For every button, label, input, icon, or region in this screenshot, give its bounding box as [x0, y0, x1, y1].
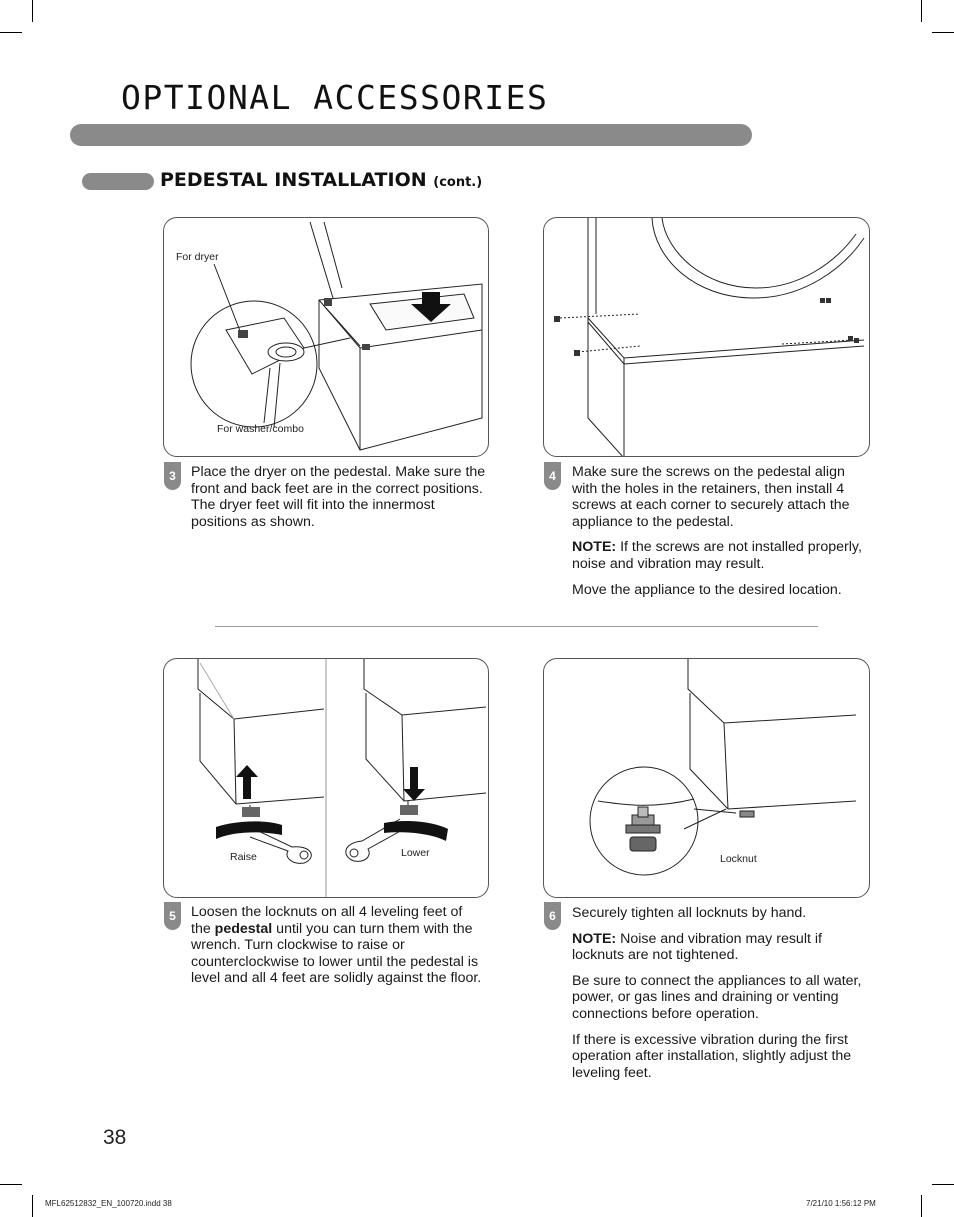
crop-mark	[932, 1184, 954, 1185]
leveling-feet-drawing	[164, 659, 489, 898]
step4-note	[572, 539, 872, 572]
section-divider	[215, 626, 818, 627]
footer-timestamp: 7/21/10 1:56:12 PM	[806, 1199, 876, 1208]
step4-note-text: If the screws are not installed properly, noise and vibration may result.	[572, 539, 862, 572]
step5-instruction	[191, 904, 483, 987]
crop-mark	[921, 1195, 922, 1217]
step4-text	[572, 464, 872, 607]
step3-text	[191, 464, 491, 539]
step5-badge: 5	[164, 902, 181, 930]
step5-text-bold: pedestal	[214, 920, 273, 937]
crop-mark	[0, 32, 22, 33]
step6-note-label: NOTE:	[572, 930, 617, 947]
step6-note-text: Noise and vibration may result if locknuts are not tightened.	[572, 930, 822, 964]
section-title-main: PEDESTAL INSTALLATION	[160, 169, 427, 191]
callout-for-washer: For washer/combo	[217, 423, 304, 435]
step4-badge: 4	[544, 462, 561, 490]
step3-instruction: Place the dryer on the pedestal. Make sure the front and back feet are in the correct positions. The dryer feet will fit into the innermost positions as shown.	[191, 464, 486, 530]
section-subtitle: (cont.)	[433, 175, 483, 190]
step4-illustration	[543, 217, 870, 457]
step5-text	[191, 904, 483, 996]
step5-text-after: until you can turn them with the wrench. Turn clockwise to raise or counterclockwise to lower until the pedestal is level and all 4 feet are solidly against the floor.	[191, 920, 482, 987]
callout-lower: Lower	[401, 847, 430, 859]
step6-illustration	[543, 658, 870, 898]
crop-mark	[932, 32, 954, 33]
step6-note	[572, 931, 872, 964]
crop-mark	[32, 1195, 33, 1217]
callout-for-dryer: For dryer	[176, 251, 219, 263]
step3-badge: 3	[164, 462, 181, 490]
step4-instruction: Make sure the screws on the pedestal align with the holes in the retainers, then install 4 screws at each corner to securely attach the appliance to the pedestal.	[572, 464, 850, 530]
step5-illustration	[163, 658, 489, 898]
locknut-drawing	[544, 659, 870, 898]
step3-illustration	[163, 217, 489, 457]
step5-text-before: Loosen the locknuts on all 4 leveling feet of the	[191, 904, 463, 937]
step6-badge: 6	[544, 902, 561, 930]
step6-text	[572, 905, 872, 1090]
footer-file-name: MFL62512832_EN_100720.indd 38	[45, 1199, 172, 1208]
crop-mark	[32, 0, 33, 22]
crop-mark	[921, 0, 922, 22]
step6-para3: If there is excessive vibration during the first operation after installation, slightly adjust the leveling feet.	[572, 1031, 852, 1081]
callout-raise: Raise	[230, 851, 257, 863]
screws-install-drawing	[544, 218, 870, 457]
crop-mark	[0, 1184, 22, 1185]
section-pill	[82, 173, 154, 190]
step4-extra: Move the appliance to the desired location.	[572, 581, 842, 598]
step6-instruction: Securely tighten all locknuts by hand.	[572, 905, 807, 921]
callout-locknut: Locknut	[720, 853, 757, 865]
page-title: OPTIONAL ACCESSORIES	[121, 78, 549, 117]
step4-note-label: NOTE:	[572, 539, 617, 556]
page-number: 38	[103, 1126, 127, 1149]
step6-para2: Be sure to connect the appliances to all water, power, or gas lines and draining or venting connections before operation.	[572, 972, 862, 1022]
section-title	[160, 169, 482, 191]
title-bar	[70, 124, 752, 146]
